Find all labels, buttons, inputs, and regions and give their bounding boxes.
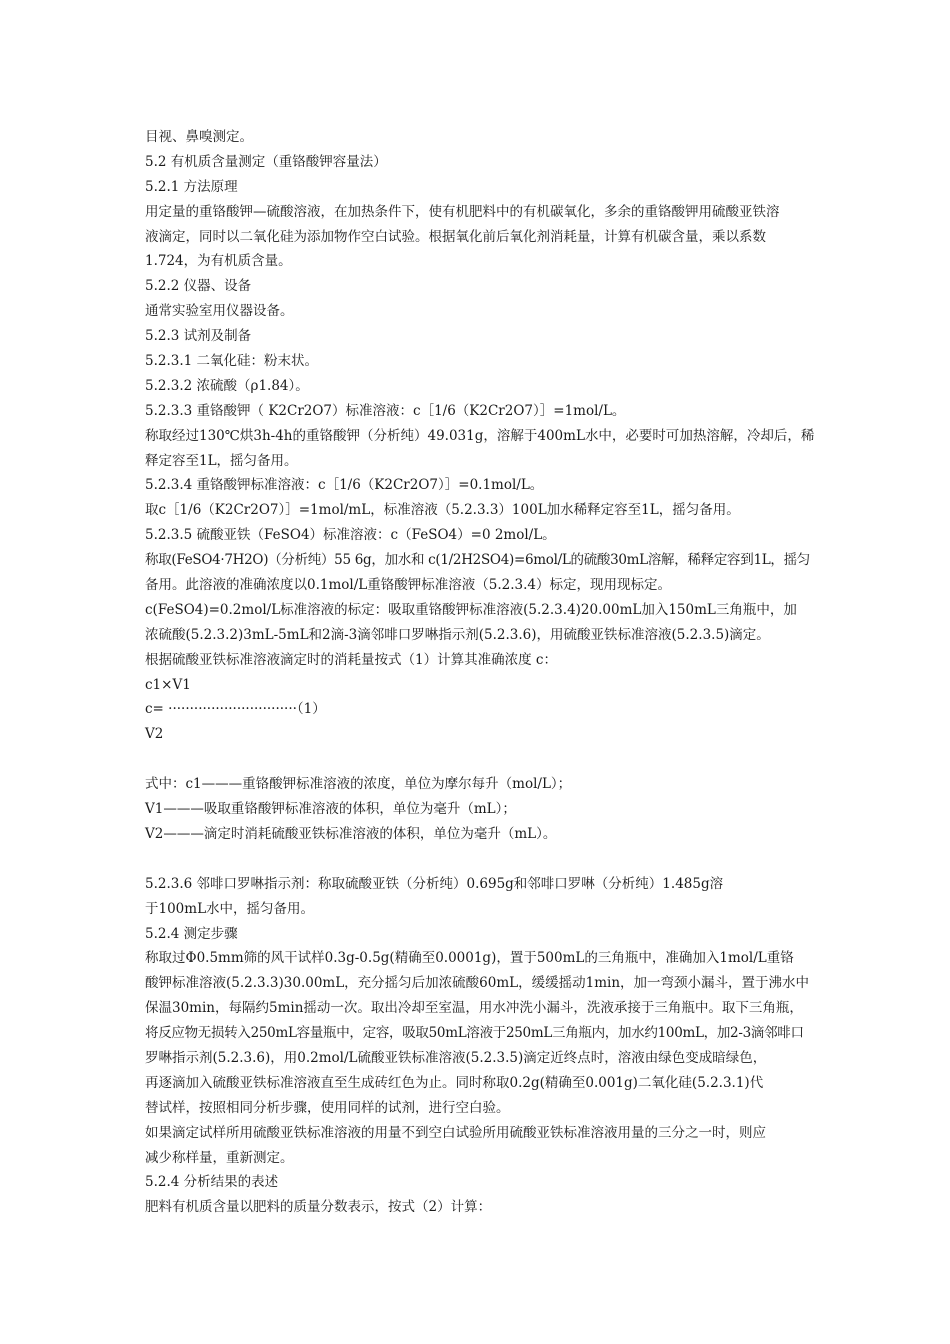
- text-line: [145, 847, 815, 872]
- text-line: 罗啉指示剂(5.2.3.6)，用0.2mol/L硫酸亚铁标准溶液(5.2.3.5)滴定近终点时，溶液由绿色变成暗绿色，: [145, 1049, 767, 1066]
- text-line: 目视、鼻嗅测定。: [145, 129, 253, 145]
- text-line: 用定量的重铬酸钾—硫酸溶液，在加热条件下，使有机肥料中的有机碳氧化，多余的重铬酸钾用硫酸亚铁溶: [145, 203, 780, 220]
- text-line: 称取(FeSO4·7H2O)（分析纯）55 6g，加水和 c(1/2H2SO4)=6mol/L的硫酸30mL溶解，稀释定容到1L，摇匀: [145, 552, 811, 569]
- text-line: 5.2.3.2 浓硫酸（ρ1.84）。: [145, 377, 309, 394]
- text-line: 根据硫酸亚铁标准溶液滴定时的消耗量按式（1）计算其准确浓度 c：: [145, 651, 557, 668]
- text-line: 5.2.2 仪器、设备: [145, 278, 252, 295]
- text-line: 通常实验室用仪器设备。: [145, 303, 294, 320]
- text-line: 酸钾标准溶液(5.2.3.3)30.00mL，充分摇匀后加浓硫酸60mL，缓缓摇动1min，加一弯颈小漏斗，置于沸水中: [145, 975, 810, 992]
- text-line: 5.2.1 方法原理: [145, 178, 238, 195]
- text-line: 5.2.3.4 重铬酸钾标准溶液：c［1/6（K2Cr2O7）］=0.1mol/L。: [145, 477, 544, 494]
- text-line: 称取经过130℃烘3h-4h的重铬酸钾（分析纯）49.031g，溶解于400mL水中，必要时可加热溶解，冷却后，稀: [145, 427, 815, 444]
- text-line: 5.2 有机质含量测定（重铬酸钾容量法）: [145, 153, 387, 170]
- text-line: 5.2.3 试剂及制备: [145, 328, 252, 345]
- text-line: V2: [145, 726, 164, 743]
- text-line: 5.2.3.3 重铬酸钾（ K2Cr2O7）标准溶液：c［1/6（K2Cr2O7）］=1mol/L。: [145, 402, 626, 419]
- text-line: 液滴定，同时以二氧化硅为添加物作空白试验。根据氧化前后氧化剂消耗量，计算有机碳含量，乘以系数: [145, 228, 766, 245]
- text-line: 备用。此溶液的准确浓度以0.1mol/L重铬酸钾标准溶液（5.2.3.4）标定，现用现标定。: [145, 577, 671, 594]
- text-line: c(FeSO4)=0.2mol/L标准溶液的标定：吸取重铬酸钾标准溶液(5.2.3.4)20.00mL加入150mL三角瓶中，加: [145, 601, 797, 618]
- text-line: 减少称样量，重新测定。: [145, 1149, 294, 1166]
- text-line: V1———吸取重铬酸钾标准溶液的体积，单位为毫升（mL）；: [145, 801, 516, 818]
- text-line: 称取过Φ0.5mm筛的风干试样0.3g-0.5g(精确至0.0001g)，置于500mL的三角瓶中，准确加入1mol/L重铬: [145, 950, 794, 967]
- text-line: 将反应物无损转入250mL容量瓶中，定容，吸取50mL溶液于250mL三角瓶内，加水约100mL，加2-3滴邻啡口: [145, 1025, 804, 1042]
- text-line: 式中：c1———重铬酸钾标准溶液的浓度，单位为摩尔每升（mol/L）；: [145, 776, 572, 793]
- text-line: 再逐滴加入硫酸亚铁标准溶液直至生成砖红色为止。同时称取0.2g(精确至0.001g)二氧化硅(5.2.3.1)代: [145, 1074, 764, 1091]
- text-line: c= ······························（1）: [145, 701, 326, 718]
- text-line: [145, 747, 815, 772]
- text-line: 替试样，按照相同分析步骤，使用同样的试剂，进行空白验。: [145, 1099, 510, 1116]
- text-line: 保温30min，每隔约5min摇动一次。取出冷却至室温，用水冲洗小漏斗，洗液承接于三角瓶中。取下三角瓶，: [145, 1000, 803, 1017]
- text-line: 5.2.3.1 二氧化硅：粉末状。: [145, 353, 319, 370]
- text-line: 取c［1/6（K2Cr2O7）］=1mol/mL，标准溶液（5.2.3.3）100L加水稀释定容至1L，摇匀备用。: [145, 502, 740, 519]
- text-line: 肥料有机质含量以肥料的质量分数表示，按式（2）计算：: [145, 1199, 492, 1216]
- text-line: 如果滴定试样所用硫酸亚铁标准溶液的用量不到空白试验所用硫酸亚铁标准溶液用量的三分之一时，则应: [145, 1124, 766, 1141]
- text-line: c1×V1: [145, 676, 191, 693]
- text-line: 5.2.3.5 硫酸亚铁（FeSO4）标准溶液：c（FeSO4）=0 2mol/L。: [145, 527, 556, 544]
- text-line: 于100mL水中，摇匀备用。: [145, 900, 315, 917]
- text-line: 1.724，为有机质含量。: [145, 253, 292, 270]
- text-line: V2———滴定时消耗硫酸亚铁标准溶液的体积，单位为毫升（mL）。: [145, 825, 557, 842]
- text-line: 5.2.3.6 邻啡口罗啉指示剂：称取硫酸亚铁（分析纯）0.695g和邻啡口罗啉（分析纯）1.485g溶: [145, 875, 724, 892]
- text-line: 5.2.4 测定步骤: [145, 925, 238, 942]
- text-line: 释定容至1L，摇匀备用。: [145, 452, 298, 469]
- text-line: 浓硫酸(5.2.3.2)3mL-5mL和2滴-3滴邻啡口罗啉指示剂(5.2.3.6)，用硫酸亚铁标准溶液(5.2.3.5)滴定。: [145, 626, 770, 643]
- document-body: [145, 125, 815, 1220]
- text-line: 5.2.4 分析结果的表述: [145, 1174, 279, 1191]
